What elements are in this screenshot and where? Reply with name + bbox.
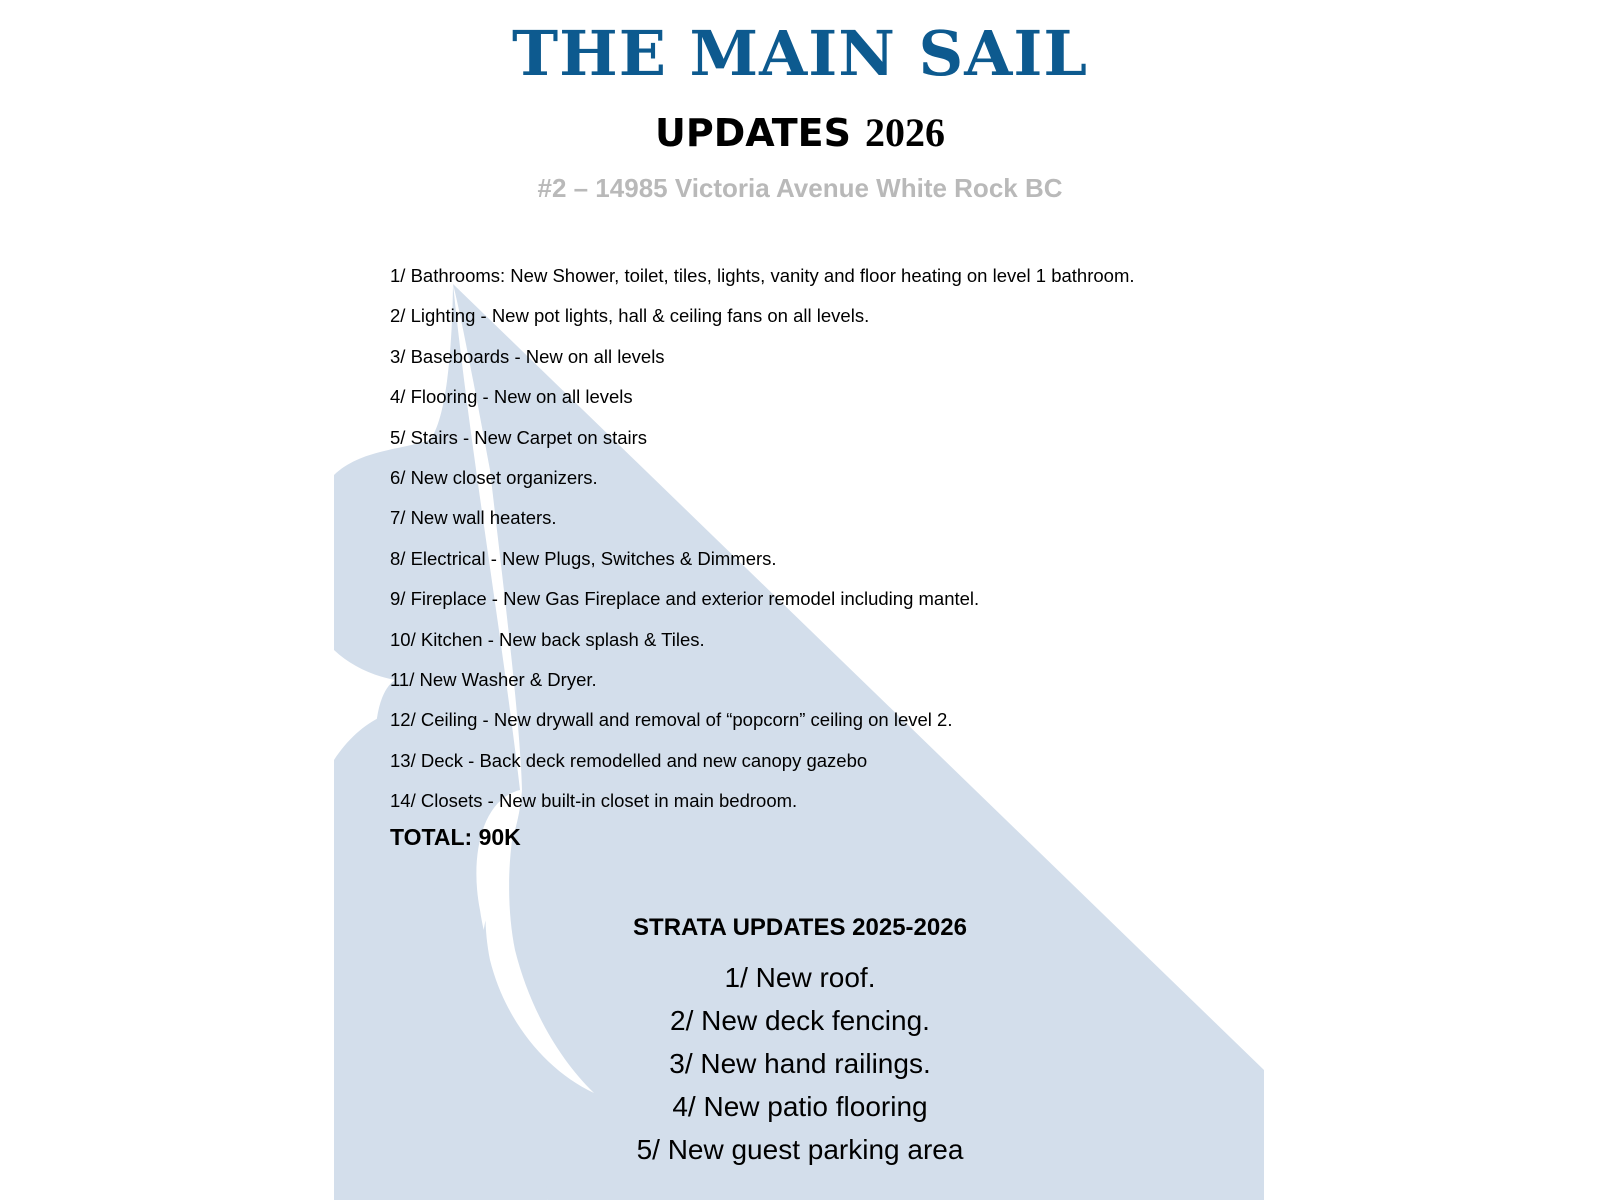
- updates-list: [390, 256, 1135, 821]
- subtitle-year: 2026: [864, 110, 945, 155]
- update-item: 9/ Fireplace - New Gas Fireplace and exterior remodel including mantel.: [390, 588, 980, 610]
- update-item: 11/ New Washer & Dryer.: [390, 668, 597, 690]
- subtitle-word: UPDATES: [655, 111, 851, 155]
- update-item: 3/ Baseboards - New on all levels: [390, 345, 665, 367]
- update-item: 1/ Bathrooms: New Shower, toilet, tiles, lights, vanity and floor heating on level 1 bathroom.: [390, 265, 1135, 286]
- update-item: 13/ Deck - Back deck remodelled and new canopy gazebo: [390, 749, 868, 771]
- update-item: 12/ Ceiling - New drywall and removal of “popcorn” ceiling on level 2.: [390, 709, 953, 731]
- update-item: 14/ Closets - New built-in closet in main bedroom.: [390, 790, 798, 812]
- update-item: 6/ New closet organizers.: [390, 466, 598, 488]
- strata-item: 3/ New hand railings.: [669, 1048, 931, 1079]
- update-item: 8/ Electrical - New Plugs, Switches & Dimmers.: [390, 547, 777, 569]
- strata-list: [0, 956, 1600, 1171]
- update-item: 2/ Lighting - New pot lights, hall & ceiling fans on all levels.: [390, 305, 870, 327]
- property-address: #2 – 14985 Victoria Avenue White Rock BC: [537, 173, 1063, 203]
- update-item: 4/ Flooring - New on all levels: [390, 386, 633, 408]
- page-subtitle: [0, 108, 1600, 158]
- strata-item: 2/ New deck fencing.: [670, 1005, 930, 1036]
- strata-item: 1/ New roof.: [724, 962, 876, 993]
- update-item: 7/ New wall heaters.: [390, 507, 557, 529]
- total-cost: TOTAL: 90K: [390, 824, 521, 850]
- strata-item: 5/ New guest parking area: [636, 1134, 964, 1165]
- update-item: 5/ Stairs - New Carpet on stairs: [390, 426, 648, 448]
- page-title: THE MAIN SAIL: [511, 17, 1089, 90]
- update-item: 10/ Kitchen - New back splash & Tiles.: [390, 628, 705, 650]
- strata-item: 4/ New patio flooring: [672, 1091, 928, 1122]
- strata-heading: STRATA UPDATES 2025-2026: [633, 914, 967, 941]
